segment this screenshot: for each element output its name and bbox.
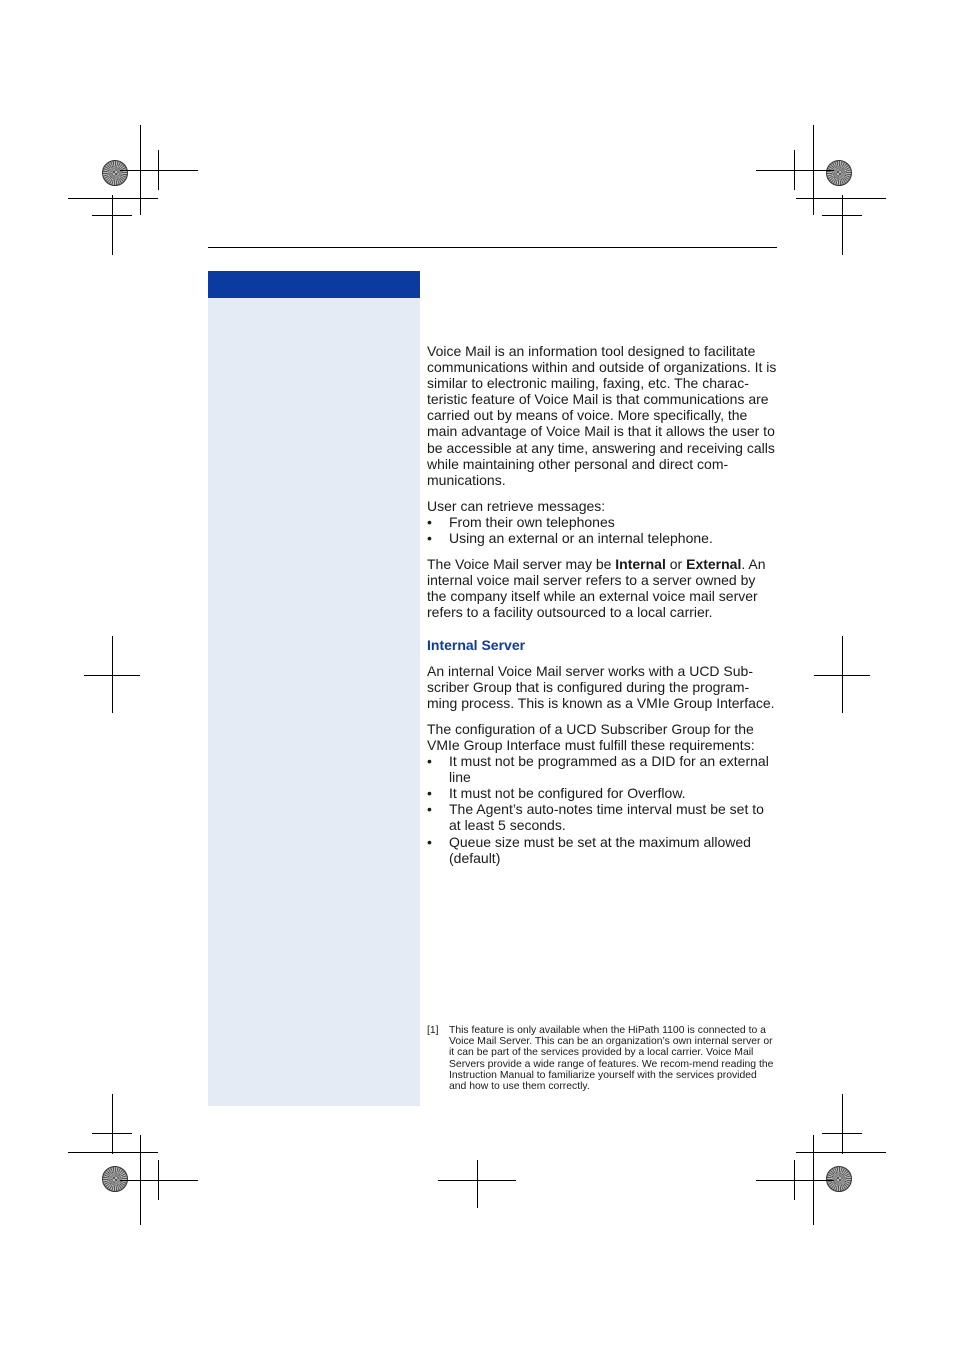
footnote-number: [1] [427, 1025, 439, 1036]
requirements-list [427, 753, 777, 866]
list-item: • It must not be programmed as a DID for an external line [427, 753, 777, 785]
sidebar-panel [208, 298, 420, 1106]
section-header-bar [208, 271, 420, 298]
external-term: External [686, 556, 742, 573]
retrieve-intro: User can retrieve messages: [427, 497, 606, 514]
list-item: • The Agent’s auto-notes time interval must be set to at least 5 seconds. [427, 801, 777, 833]
list-item: • It must not be configured for Overflow. [427, 785, 777, 801]
registration-dial-icon [826, 1166, 852, 1192]
registration-dial-icon [102, 160, 128, 186]
registration-dial-icon [102, 1166, 128, 1192]
server-type-or: or [665, 556, 687, 573]
requirements-intro: The configuration of a UCD Subscriber Group for the VMIe Group Interface must fulfill these requirements: [427, 720, 755, 753]
internal-paragraph: An internal Voice Mail server works with a UCD Sub-scriber Group that is configured during the program-ming process. This is known as a VMIe Group Interface. [427, 662, 775, 711]
list-item: • Queue size must be set at the maximum allowed (default) [427, 834, 777, 866]
intro-paragraph: Voice Mail is an information tool designed to facilitate communications within and outside of organizations. It is similar to electronic mailing, faxing, etc. The charac-teristic feature of Voice Mail is that communications are carried out by means of voice. More specifically, the main advantage of Voice Mail is that it allows the user to be accessible at any time, answering and receiving calls while maintaining other personal and direct com-munications. [427, 343, 777, 488]
retrieve-list [427, 514, 777, 546]
server-type-suffix: . An internal voice mail server refers to a server owned by the company itself while an external voice mail server refers to a facility outsourced to a local carrier. [427, 556, 766, 621]
list-item: • From their own telephones [427, 514, 777, 530]
footnote-text: This feature is only available when the HiPath 1100 is connected to a Voice Mail Server. This can be an organization’s own internal server or it can be part of the services provided by a local carrier. Voice Mail Servers provide a wide range of features. We recom-mend reading the Instruction Manual to familiarize yourself with the services provided and how to use them correctly. [449, 1025, 774, 1093]
section-heading-internal-server: Internal Server [427, 636, 526, 653]
header-rule [208, 247, 777, 248]
registration-dial-icon [826, 160, 852, 186]
server-type-prefix: The Voice Mail server may be [427, 556, 616, 573]
main-content [427, 343, 777, 876]
list-item: • Using an external or an internal telephone. [427, 530, 777, 546]
internal-term: Internal [615, 556, 666, 573]
server-type-paragraph [427, 556, 777, 620]
footnote [427, 1025, 777, 1092]
